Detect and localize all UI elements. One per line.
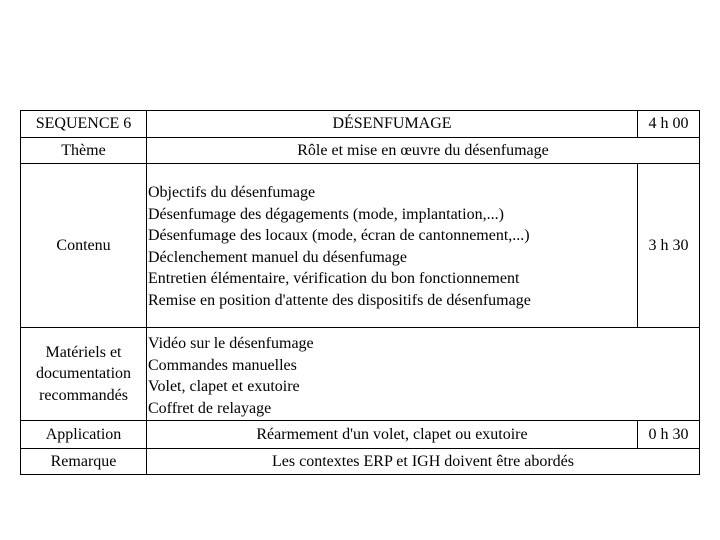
application-label-cell <box>20 420 147 449</box>
contenu-items-cell <box>146 163 638 328</box>
theme-label: Thème <box>61 141 106 159</box>
application-duration: 0 h 30 <box>648 425 689 443</box>
sequence-duration-cell <box>637 110 700 138</box>
contenu-item: Remise en position d'attente des dispositifs de désenfumage <box>148 291 531 309</box>
materiels-items-cell <box>146 327 700 421</box>
materiels-label-cell <box>20 327 147 421</box>
materiels-label-line: documentation <box>35 365 132 383</box>
remarque-value: Les contextes ERP et IGH doivent être abordés <box>272 452 574 470</box>
application-value-cell <box>146 420 638 449</box>
application-duration-cell <box>637 420 700 449</box>
materiels-item: Commandes manuelles <box>148 356 297 374</box>
contenu-item: Déclenchement manuel du désenfumage <box>148 248 407 266</box>
remarque-value-cell <box>146 448 700 475</box>
contenu-item: Désenfumage des locaux (mode, écran de cantonnement,...) <box>148 227 530 244</box>
contenu-duration-cell <box>637 163 700 328</box>
materiels-item: Volet, clapet et exutoire <box>148 378 300 395</box>
theme-value: Rôle et mise en œuvre du désenfumage <box>297 141 549 159</box>
remarque-label: Remarque <box>50 452 117 470</box>
contenu-label: Contenu <box>56 236 111 254</box>
contenu-item: Objectifs du désenfumage <box>148 184 316 201</box>
application-label: Application <box>45 425 122 443</box>
materiels-label-line: Matériels et <box>45 343 122 361</box>
remarque-label-cell <box>20 448 147 475</box>
sequence-label-cell <box>20 110 147 138</box>
application-value: Réarmement d'un volet, clapet ou exutoire <box>256 425 528 443</box>
materiels-item: Vidéo sur le désenfumage <box>148 335 314 352</box>
theme-value-cell <box>146 137 700 164</box>
contenu-item: Entretien élémentaire, vérification du bon fonctionnement <box>148 270 520 287</box>
sequence-title-cell <box>146 110 638 138</box>
sequence-label: SEQUENCE 6 <box>35 115 132 133</box>
materiels-label-line: recommandés <box>39 386 128 404</box>
contenu-item: Désenfumage des dégagements (mode, implantation,...) <box>148 205 504 223</box>
materiels-item: Coffret de relayage <box>148 399 272 417</box>
sequence-title: DÉSENFUMAGE <box>332 115 452 133</box>
sequence-duration: 4 h 00 <box>648 115 689 133</box>
contenu-duration: 3 h 30 <box>648 236 689 254</box>
theme-label-cell <box>20 137 147 164</box>
contenu-label-cell <box>20 163 147 328</box>
